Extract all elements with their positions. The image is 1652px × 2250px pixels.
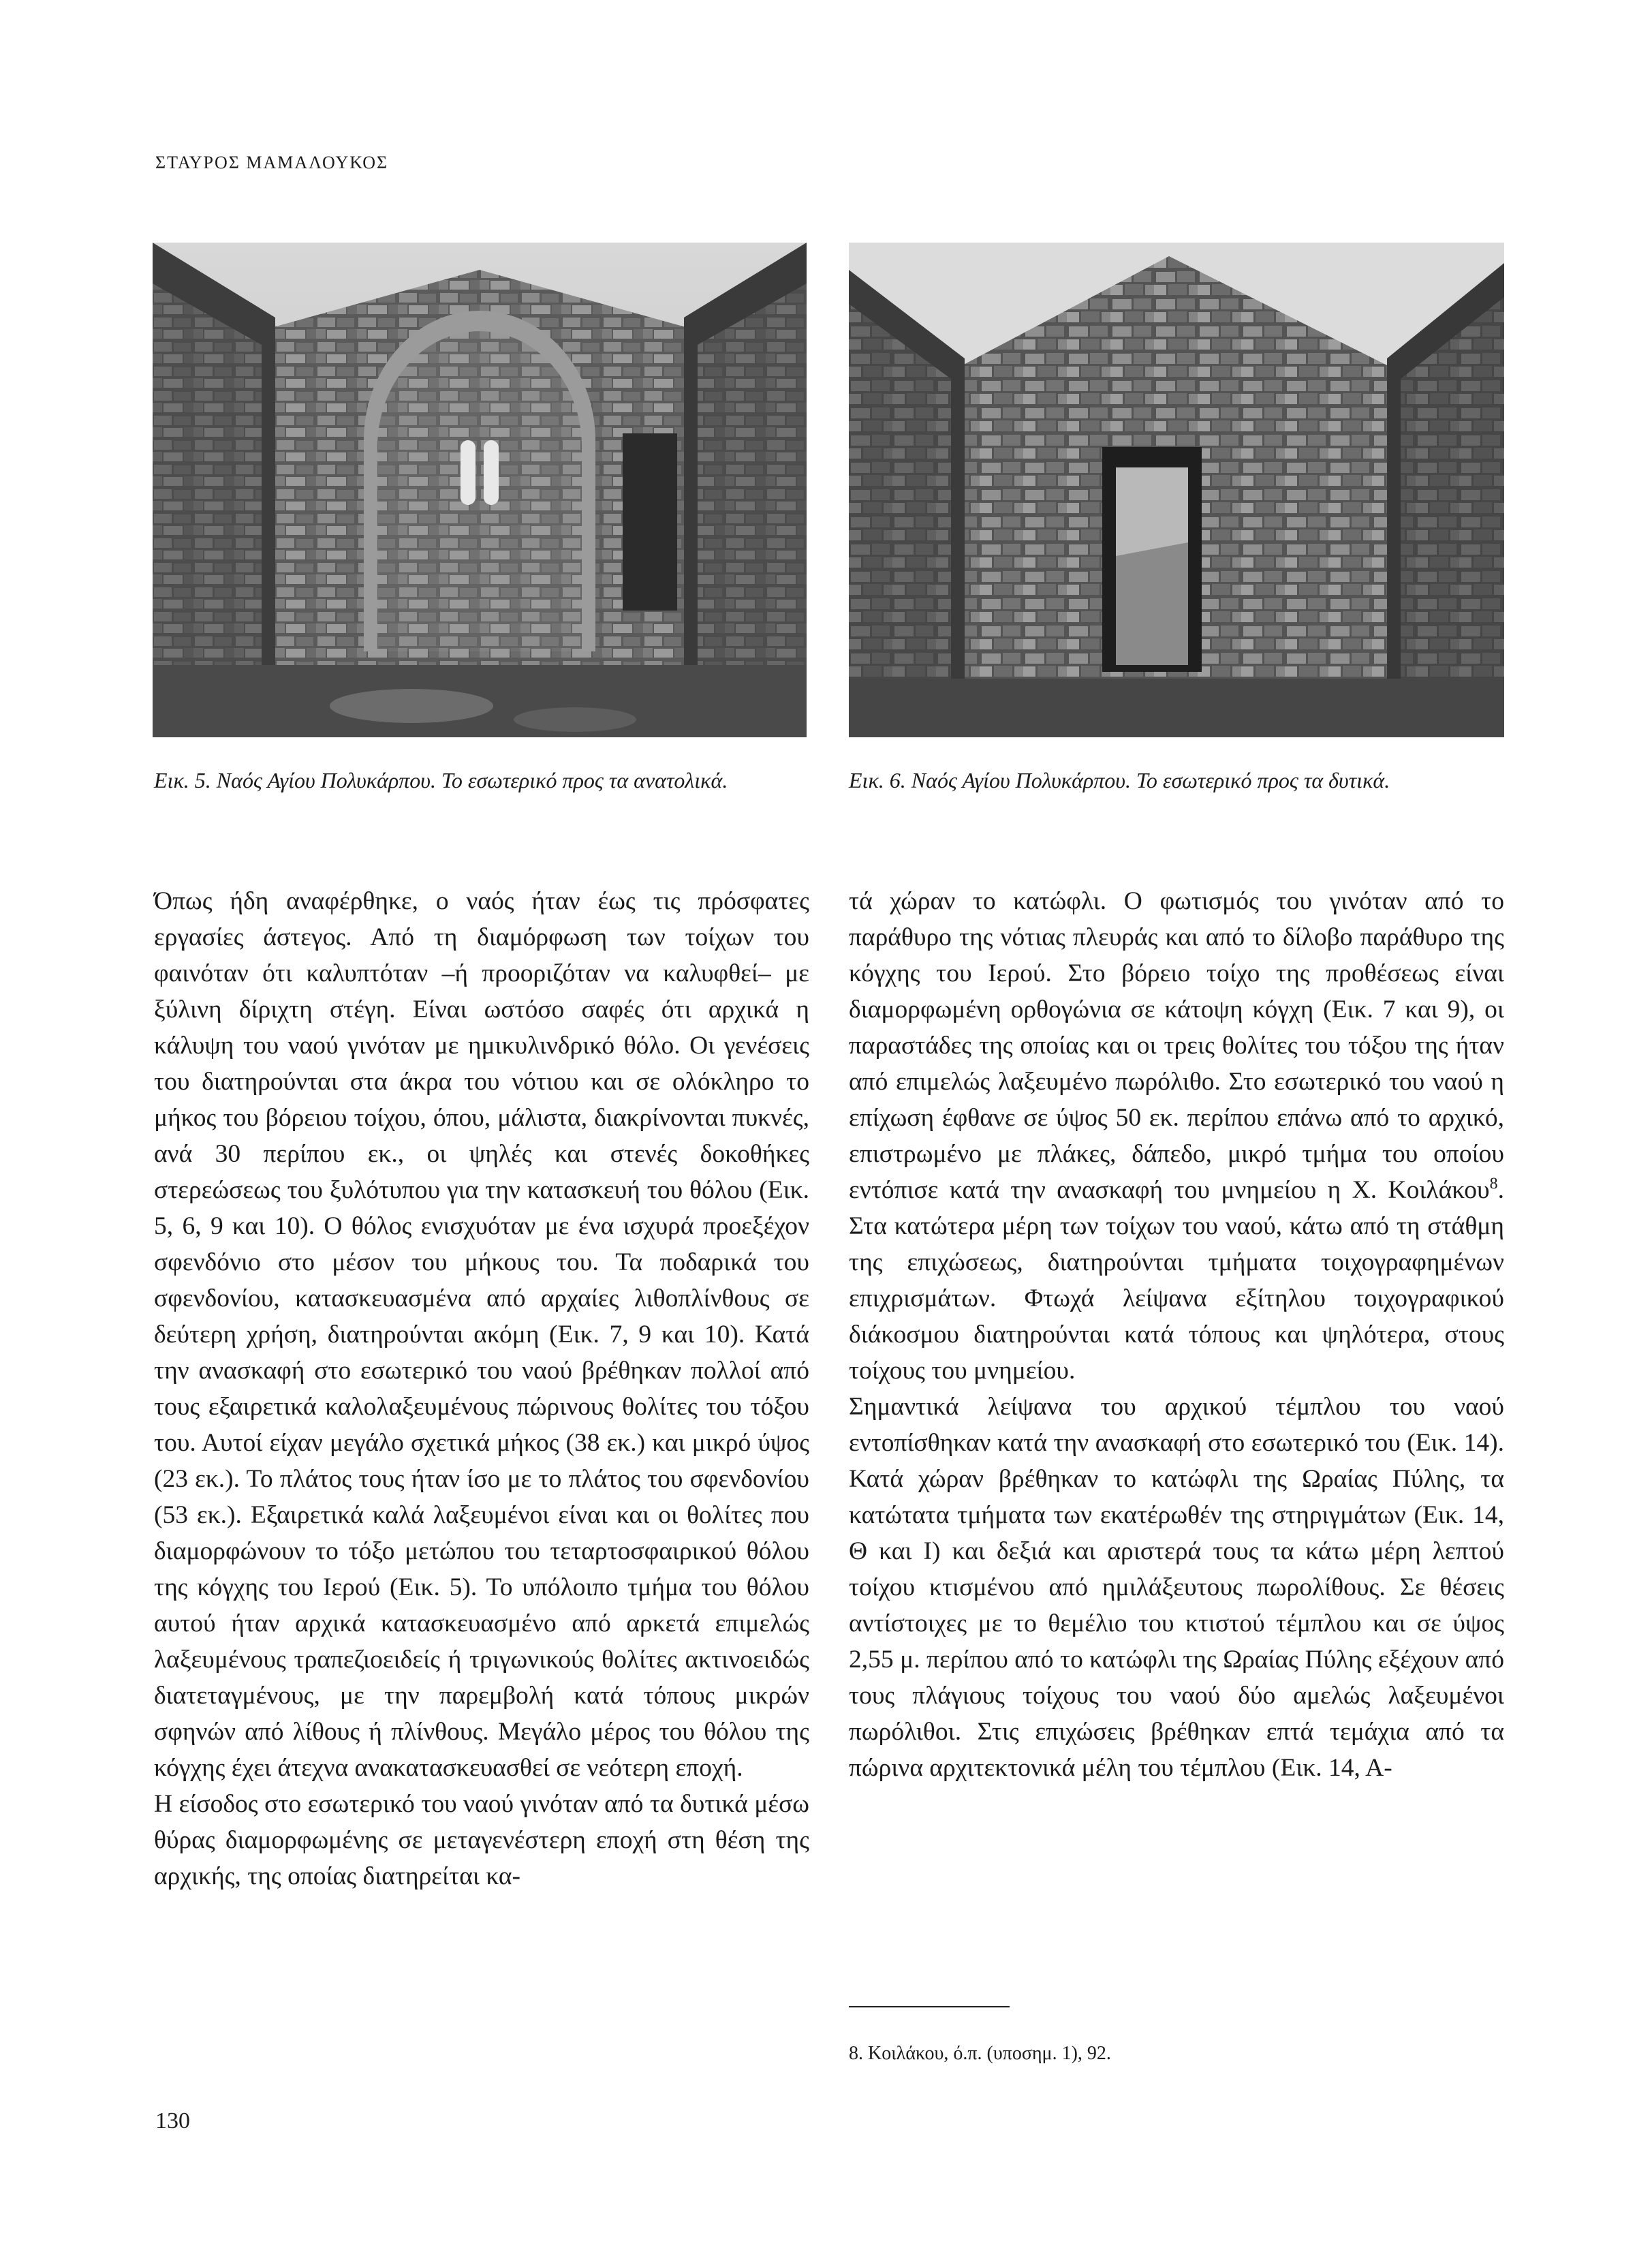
figure-6-caption: Εικ. 6. Ναός Αγίου Πολυκάρπου. Το εσωτερικό προς τα δυτικά.	[849, 768, 1390, 792]
footnote-reference[interactable]: 8	[1489, 1175, 1498, 1193]
paragraph	[849, 883, 1504, 1389]
paragraph: Σημαντικά λείψανα του αρχικού τέμπλου του ναού εντοπίσθηκαν κατά την ανασκαφή στο εσωτερικό του (Εικ. 14). Κατά χώραν βρέθηκαν το κατώφλι της Ωραίας Πύλης, τα κατώτατα τμήματα των εκατέρωθέν της στηριγμάτων (Εικ. 14, Θ και Ι) και δεξιά και αριστερά τους τα κάτω μέρη λεπτού τοίχου κτισμένου από ημιλάξευτους πωρολίθους. Σε θέσεις αντίστοιχες με το θεμέλιο του κτιστού τέμπλου και σε ύψος 2,55 μ. περίπου από το κατώφλι της Ωραίας Πύλης εξέχουν από τους πλάγιους τοίχους του ναού δύο αμελώς λαξευμένοι πωρόλιθοι. Στις επιχώσεις βρέθηκαν επτά τεμάχια από τα πώρινα αρχιτεκτονικά μέλη του τέμπλου (Εικ. 14, Α-	[849, 1393, 1504, 1782]
figure-5-caption: Εικ. 5. Ναός Αγίου Πολυκάρπου. Το εσωτερικό προς τα ανατολικά.	[154, 768, 728, 792]
paragraph-text: τά χώραν το κατώφλι. Ο φωτισμός του γινόταν από το παράθυρο της νότιας πλευράς και από το δίλοβο παράθυρο της κόγχης του Ιερού. Στο βόρειο τοίχο της προθέσεως είναι διαμορφωμένη ορθογώνια σε κάτοψη κόγχη (Εικ. 7 και 9), οι παραστάδες της οποίας και οι τρεις θολίτες του τόξου της ήταν από επιμελώς λαξευμένο πωρόλιθο. Στο εσωτερικό του ναού η επίχωση έφθανε σε ύψος 50 εκ. περίπου επάνω από το αρχικό, επιστρωμένο με πλάκες, δάπεδο, μικρό τμήμα του οποίου εντόπισε κατά την ανασκαφή του μνημείου η Χ. Κοιλάκου	[849, 887, 1504, 1204]
paragraph-text: . Στα κατώτερα μέρη των τοίχων του ναού, κάτω από τη στάθμη της επιχώσεως, διατηρούνται τμήματα τοιχογραφημένων επιχρισμάτων. Φτωχά λείψανα εξίτηλου τοιχογραφικού διάκοσμου διατηρούνται κατά τόπους και ψηλότερα, στους τοίχους του μνημείου.	[849, 1176, 1504, 1385]
footnote: 8. Κοιλάκου, ό.π. (υποσημ. 1), 92.	[849, 2043, 1111, 2064]
running-header: ΣΤΑΥΡΟΣ ΜΑΜΑΛΟΥΚΟΣ	[155, 153, 389, 172]
figure-5-photo	[153, 243, 807, 737]
figure-6-photo	[849, 243, 1504, 737]
footnote-divider	[849, 2006, 1010, 2007]
body-column-left	[154, 883, 809, 1894]
body-column-right	[849, 883, 1504, 1786]
paragraph: Η είσοδος στο εσωτερικό του ναού γινόταν από τα δυτικά μέσω θύρας διαμορφωμένης σε μεταγενέστερη εποχή στη θέση της αρχικής, της οποίας διατηρείται κα-	[154, 1790, 809, 1890]
paragraph: Όπως ήδη αναφέρθηκε, ο ναός ήταν έως τις πρόσφατες εργασίες άστεγος. Από τη διαμόρφωση των τοίχων του φαινόταν ότι καλυπτόταν –ή προοριζόταν να καλυφθεί– με ξύλινη δίριχτη στέγη. Είναι ωστόσο σαφές ότι αρχικά η κάλυψη του ναού γινόταν με ημικυλινδρικό θόλο. Οι γενέσεις του διατηρούνται στα άκρα του νότιου και σε ολόκληρο το μήκος του βόρειου τοίχου, όπου, μάλιστα, διακρίνονται πυκνές, ανά 30 περίπου εκ., οι ψηλές και στενές δοκοθήκες στερεώσεως του ξυλότυπου για την κατασκευή του θόλου (Εικ. 5, 6, 9 και 10). Ο θόλος ενισχυόταν με ένα ισχυρά προεξέχον σφενδόνιο στο μέσον του μήκους του. Τα ποδαρικά του σφενδονίου, κατασκευασμένα από αρχαίες λιθοπλίνθους σε δεύτερη χρήση, διατηρούνται ακόμη (Εικ. 7, 9 και 10). Κατά την ανασκαφή στο εσωτερικό του ναού βρέθηκαν πολλοί από τους εξαιρετικά καλολαξευμένους πώρινους θολίτες του τόξου του. Αυτοί είχαν μεγάλο σχετικά μήκος (38 εκ.) και μικρό ύψος (23 εκ.). Το πλάτος τους ήταν ίσο με το πλάτος του σφενδονίου (53 εκ.). Εξαιρετικά καλά λαξευμένοι είναι και οι θολίτες που διαμορφώνουν το τόξο μετώπου του τεταρτοσφαιρικού θόλου της κόγχης του Ιερού (Εικ. 5). Το υπόλοιπο τμήμα του θόλου αυτού ήταν αρχικά κατασκευασμένο από αρκετά επιμελώς λαξευμένους τραπεζιοειδείς ή τριγωνικούς θολίτες ακτινοειδώς διατεταγμένους, με την παρεμβολή κατά τόπους μικρών σφηνών από λίθους ή πλίνθους. Μεγάλο μέρος του θόλου της κόγχης έχει άτεχνα ανακατασκευασθεί σε νεότερη εποχή.	[154, 887, 809, 1782]
page-number: 130	[155, 2108, 190, 2133]
